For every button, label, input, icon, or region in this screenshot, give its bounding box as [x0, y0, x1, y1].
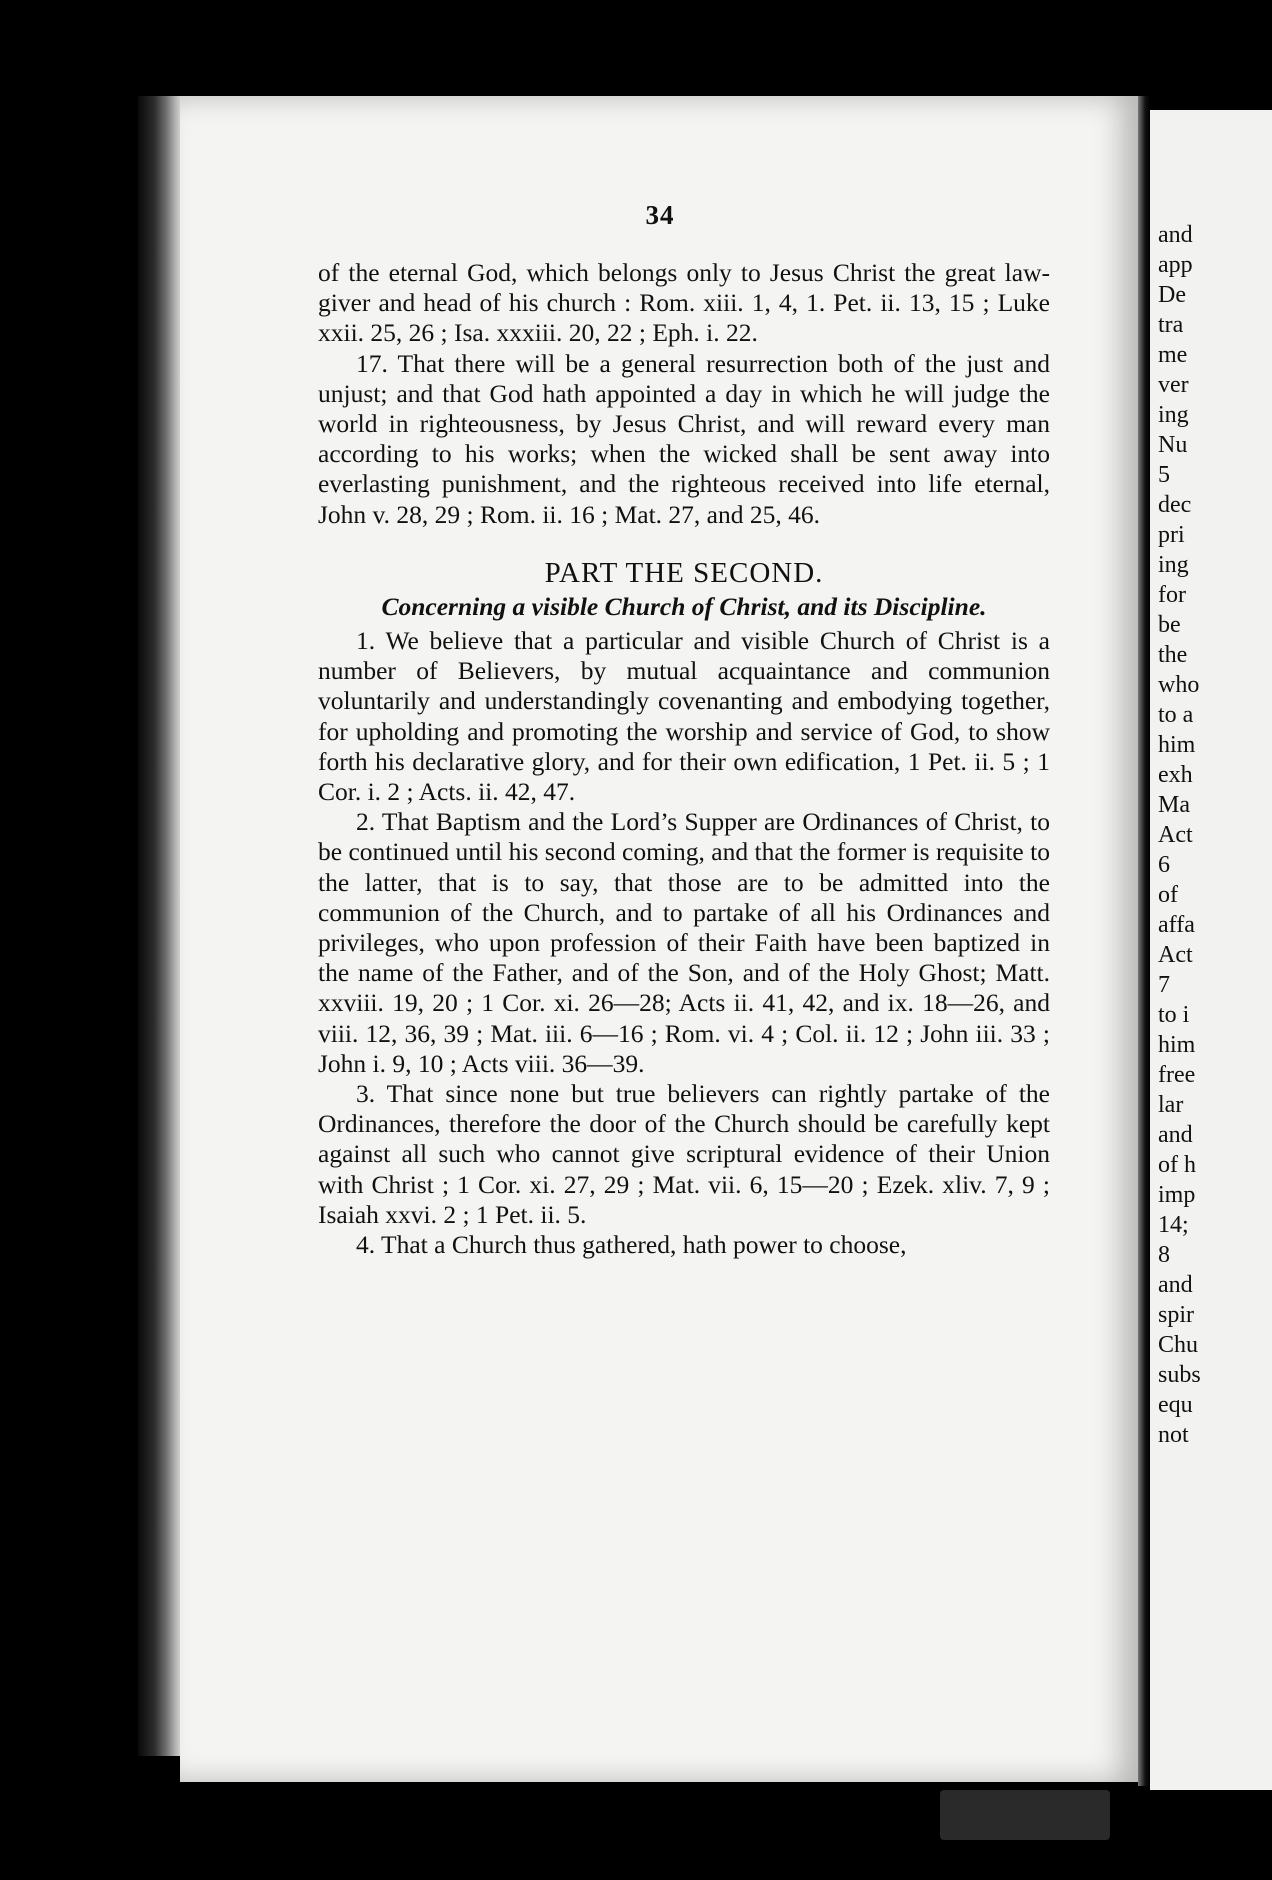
facing-page-line: Act — [1158, 942, 1193, 968]
facing-page-line: Act — [1158, 822, 1193, 848]
part-subheading: Concerning a visible Church of Christ, and its Discipline. — [381, 592, 987, 622]
article-3: 3. That since none but true believers can rightly partake of the Ordinances, therefore the door of the Church should be carefully kept against all such who cannot give scriptural evidence of their Union with Christ ; 1 Cor. xi. 27, 29 ; Mat. vii. 6, 15—20 ; Ezek. xliv. 7, 9 ; Isaiah xxvi. 2 ; 1 Pet. ii. 5. — [318, 1079, 1050, 1229]
facing-page-line: Nu — [1158, 432, 1188, 458]
facing-page-line: and — [1158, 222, 1193, 248]
left-page-edge — [138, 96, 184, 1756]
facing-page — [1150, 110, 1272, 1790]
facing-page-line: not — [1158, 1422, 1189, 1448]
page-body — [318, 258, 1050, 1260]
book-gutter — [1138, 96, 1150, 1786]
facing-page-line: me — [1158, 342, 1188, 368]
facing-page-line: De — [1158, 282, 1186, 308]
facing-page-line: equ — [1158, 1392, 1193, 1418]
facing-page-line: affa — [1158, 912, 1195, 938]
facing-page-line: and — [1158, 1272, 1193, 1298]
facing-page-line: 5 — [1158, 462, 1170, 488]
facing-page-line: the — [1158, 642, 1188, 668]
facing-page-text — [1158, 220, 1272, 1450]
facing-page-line: Ma — [1158, 792, 1190, 818]
paragraph-article-17: 17. That there will be a general resurrection both of the just and unjust; and that God hath appointed a day in which he will judge the world in righteousness, by Jesus Christ, and will reward every man according to his works; when the wicked shall be sent away into everlasting punishment, and the righteous received into life eternal, John v. 28, 29 ; Rom. ii. 16 ; Mat. 27, and 25, 46. — [318, 348, 1050, 529]
page-number: 34 — [645, 200, 675, 230]
facing-page-line: spir — [1158, 1302, 1194, 1328]
facing-page-line: dec — [1158, 492, 1192, 518]
facing-page-line: of h — [1158, 1152, 1196, 1178]
facing-page-line: tra — [1158, 312, 1184, 338]
part-heading: PART THE SECOND. — [544, 556, 824, 589]
scan-artifact — [940, 1790, 1110, 1840]
facing-page-line: lar — [1158, 1092, 1184, 1118]
paragraph-continuation: of the eternal God, which belongs only to Jesus Christ the great law-giver and head of his church : Rom. xiii. 1, 4, 1. Pet. ii. 13, 15 ; Luke xxii. 25, 26 ; Isa. xxxiii. 20, 22 ; Eph. i. 22. — [318, 258, 1050, 348]
facing-page-line: exh — [1158, 762, 1193, 788]
facing-page-line: Chu — [1158, 1332, 1199, 1358]
article-1: 1. We believe that a particular and visible Church of Christ is a number of Believers, by mutual acquaintance and communion voluntarily and understandingly covenanting and embodying together, for upholding and promoting the worship and service of God, to show forth his declarative glory, and for their own edification, 1 Pet. ii. 5 ; 1 Cor. i. 2 ; Acts. ii. 42, 47. — [318, 626, 1050, 807]
facing-page-line: 8 — [1158, 1242, 1170, 1268]
facing-page-line: 14; — [1158, 1212, 1189, 1238]
facing-page-line: ing — [1158, 552, 1189, 578]
facing-page-line: app — [1158, 252, 1193, 278]
facing-page-line: ing — [1158, 402, 1189, 428]
facing-page-line: him — [1158, 1032, 1196, 1058]
facing-page-line: of — [1158, 882, 1178, 908]
facing-page-line: 6 — [1158, 852, 1170, 878]
facing-page-line: 7 — [1158, 972, 1170, 998]
facing-page-line: ver — [1158, 372, 1189, 398]
article-2: 2. That Baptism and the Lord’s Supper are Ordinances of Christ, to be continued until his second coming, and that the former is requisite to the latter, that is to say, that those are to be admitted into the communion of the Church, and to partake of all his Ordinances and privileges, who upon profession of their Faith have been baptized in the name of the Father, and of the Son, and of the Holy Ghost; Matt. xxviii. 19, 20 ; 1 Cor. xi. 26—28; Acts ii. 41, 42, and ix. 18—26, and viii. 12, 36, 39 ; Mat. iii. 6—16 ; Rom. vi. 4 ; Col. ii. 12 ; John iii. 33 ; John i. 9, 10 ; Acts viii. 36—39. — [318, 807, 1050, 1078]
facing-page-line: pri — [1158, 522, 1185, 548]
facing-page-line: subs — [1158, 1362, 1201, 1388]
facing-page-line: imp — [1158, 1182, 1196, 1208]
facing-page-line: him — [1158, 732, 1196, 758]
facing-page-line: free — [1158, 1062, 1196, 1088]
facing-page-line: for — [1158, 582, 1186, 608]
facing-page-line: be — [1158, 612, 1181, 638]
facing-page-line: who — [1158, 672, 1200, 698]
facing-page-line: and — [1158, 1122, 1193, 1148]
facing-page-line: to i — [1158, 1002, 1190, 1028]
facing-page-line: to a — [1158, 702, 1194, 728]
left-page — [180, 96, 1140, 1782]
article-4: 4. That a Church thus gathered, hath power to choose, — [356, 1230, 907, 1260]
